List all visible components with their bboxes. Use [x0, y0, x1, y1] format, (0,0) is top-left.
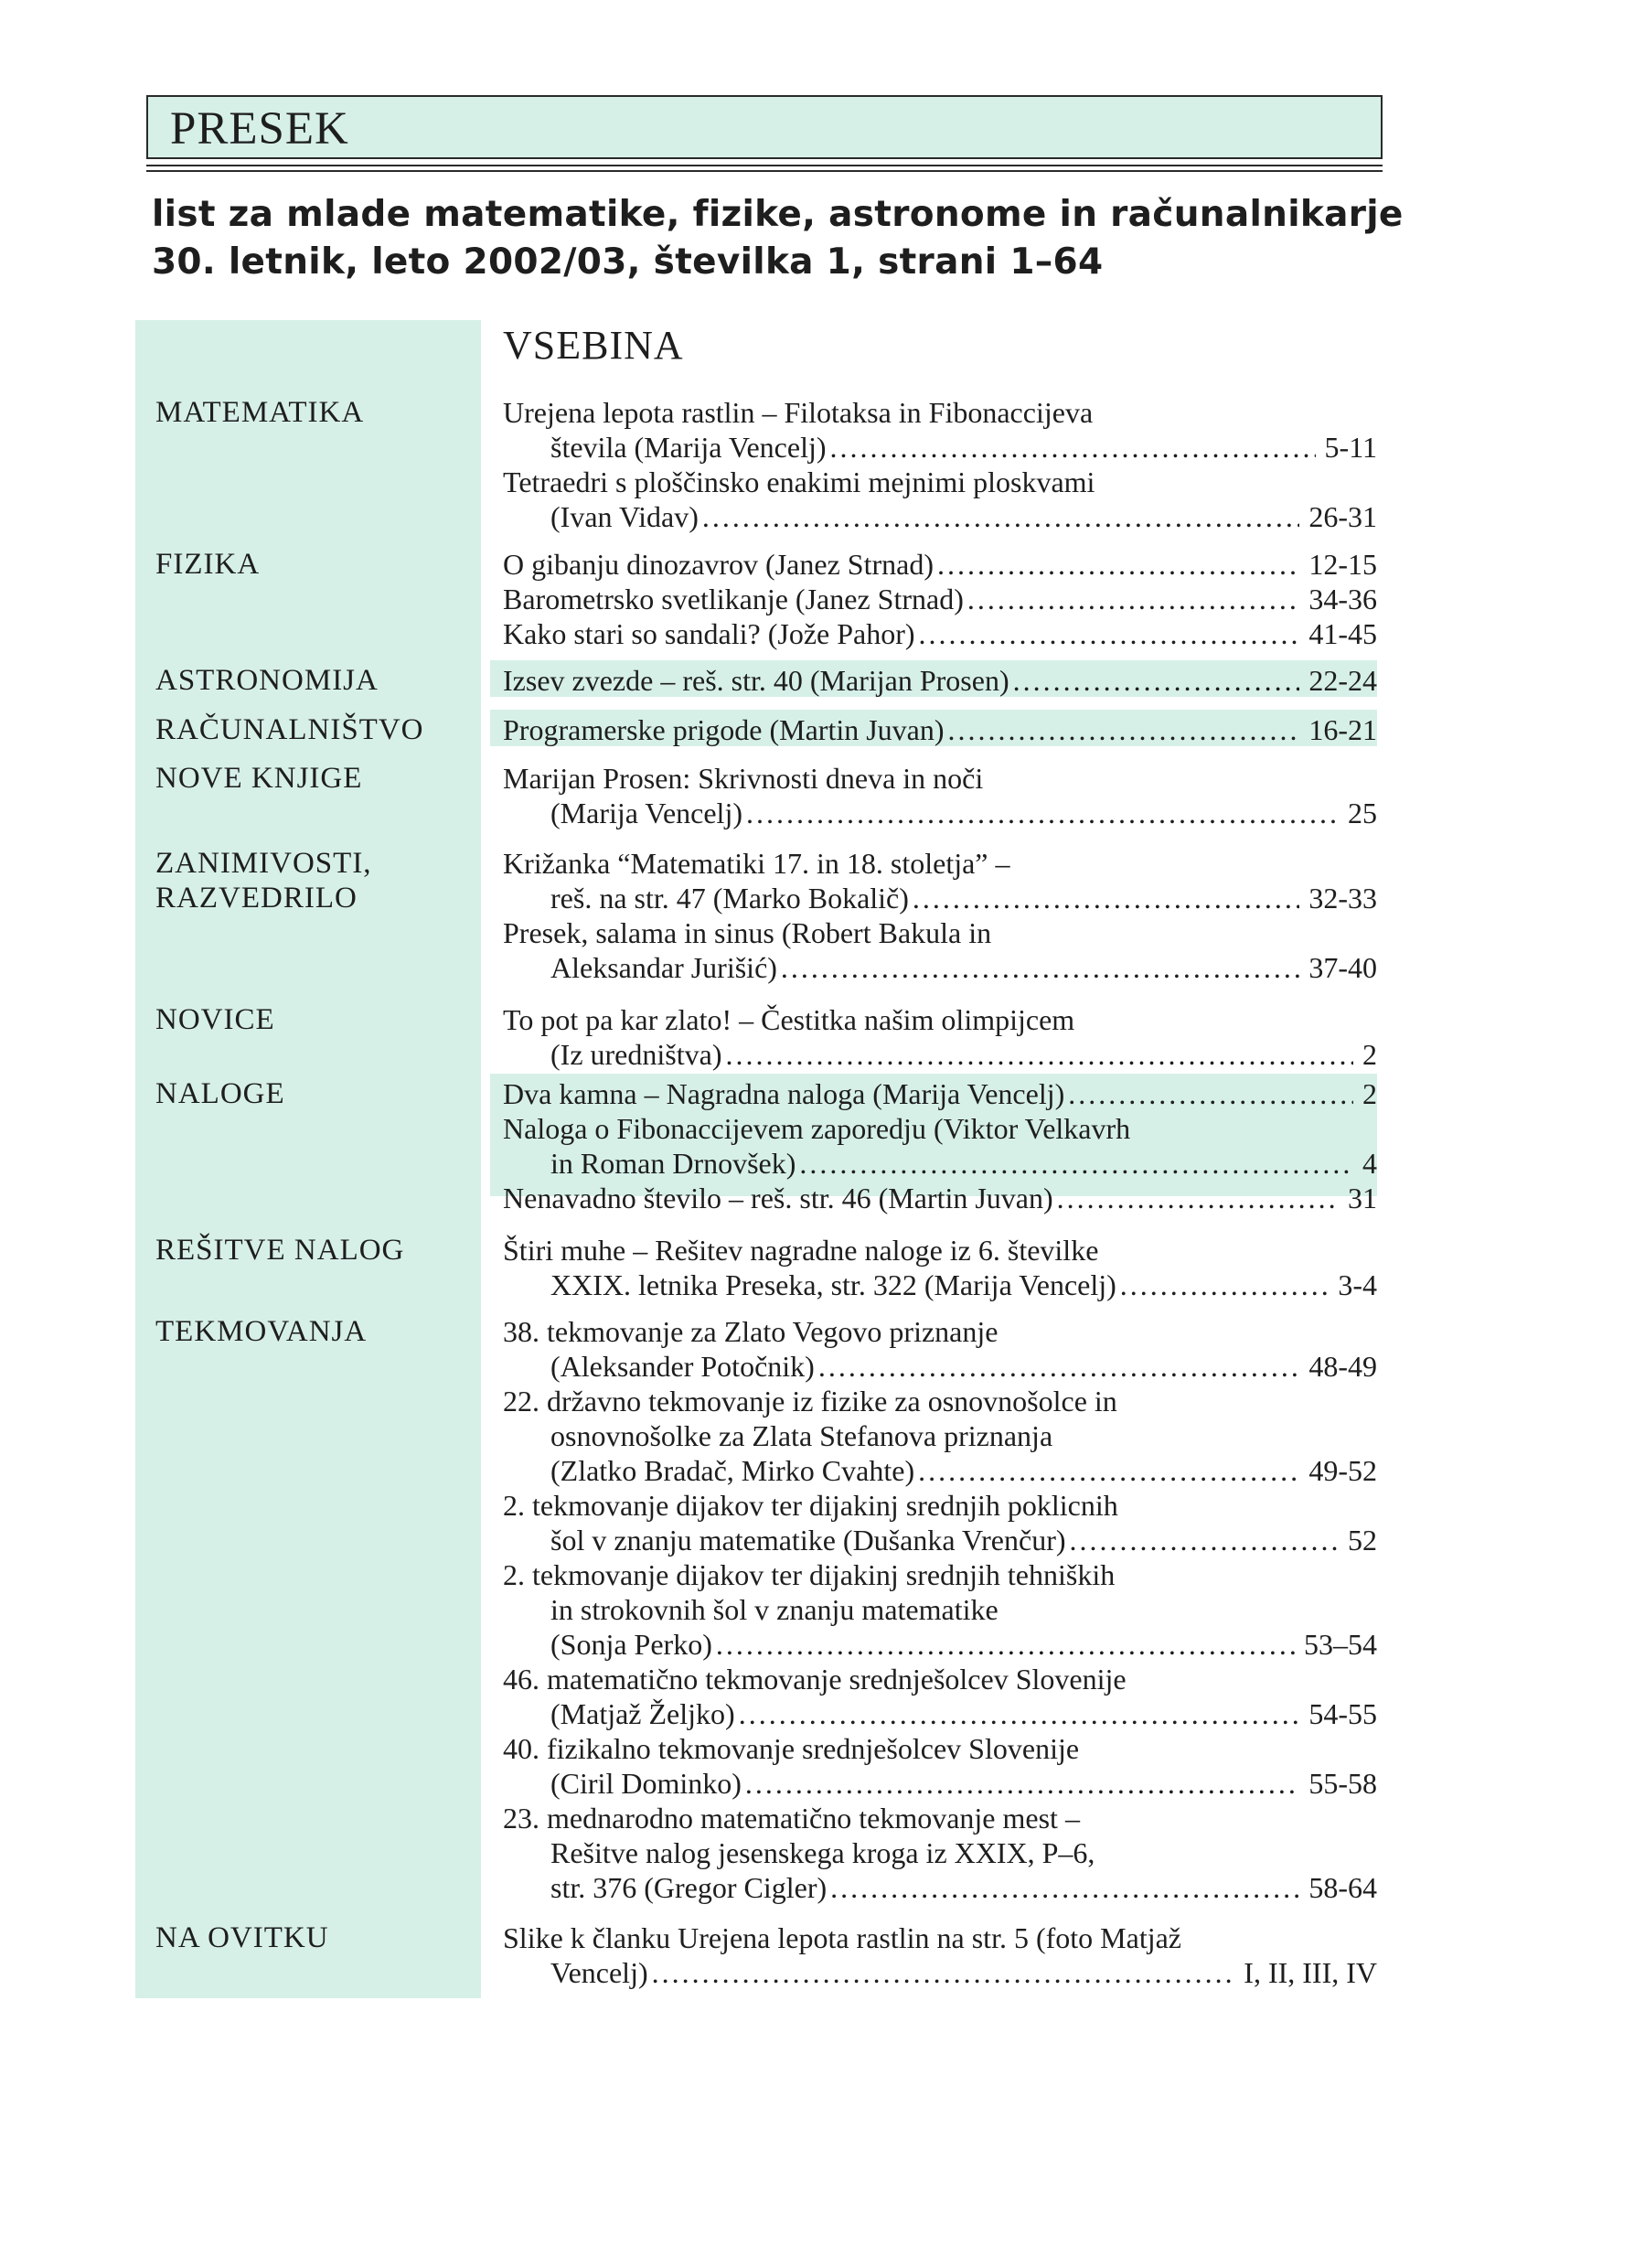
toc-entry-text: in strokovnih šol v znanju matematike [550, 1593, 999, 1626]
dot-leader [799, 1146, 1353, 1181]
toc-page-number: 49-52 [1308, 1454, 1377, 1487]
section-label: ASTRONOMIJA [155, 664, 379, 697]
section-label: NOVE KNJIGE [155, 762, 363, 795]
toc-entry-text: 22. državno tekmovanje iz fizike za osnovnošolce in [503, 1385, 1117, 1418]
dot-leader [746, 796, 1339, 830]
toc-entry-line [503, 1731, 1079, 1766]
toc-page-number: 48-49 [1308, 1350, 1377, 1383]
toc-entry-line [503, 1111, 1130, 1146]
masthead-title: PRESEK [170, 103, 349, 155]
dot-leader [1070, 1523, 1339, 1557]
toc-entry-line [550, 1349, 1377, 1384]
toc-entry-text: (Ivan Vidav) [550, 500, 699, 533]
toc-entry-line [503, 1076, 1377, 1111]
toc-page-number: 12-15 [1308, 548, 1377, 581]
toc-entry-text: 46. matematično tekmovanje srednješolcev Slovenije [503, 1663, 1127, 1696]
toc-entry-line [503, 1233, 1098, 1268]
toc-entry-line [550, 796, 1377, 830]
dot-leader [967, 582, 1300, 616]
toc-page-number: 25 [1348, 797, 1377, 829]
dot-leader [1057, 1181, 1339, 1215]
dot-leader [652, 1955, 1235, 1990]
toc-entry-text: Barometrsko svetlikanje (Janez Strnad) [503, 583, 964, 615]
toc-entry-text: (Ciril Dominko) [550, 1767, 742, 1800]
toc-entry-text: Rešitve nalog jesenskega kroga iz XXIX, P–6, [550, 1836, 1095, 1869]
toc-entry-line [503, 1801, 1080, 1835]
section-label: NOVICE [155, 1003, 275, 1036]
masthead-rule-2 [146, 170, 1383, 172]
toc-entry-line [503, 1314, 998, 1349]
toc-page-number: 32-33 [1308, 882, 1377, 915]
subtitle-line-1: list za mlade matematike, fizike, astronome in računalnikarje [152, 194, 1404, 235]
toc-entry-line [550, 950, 1377, 985]
toc-page-number: 2 [1362, 1077, 1377, 1110]
dot-leader [913, 881, 1299, 915]
toc-page-number: 22-24 [1308, 664, 1377, 697]
toc-entry-line [550, 430, 1377, 465]
section-label: MATEMATIKA [155, 396, 365, 429]
toc-entry-line [503, 1488, 1118, 1523]
toc-entry-line [550, 1453, 1377, 1488]
toc-page-number: 3-4 [1338, 1268, 1377, 1301]
toc-entry-line [550, 1955, 1377, 1990]
dot-leader [1013, 663, 1300, 698]
toc-page-number: I, II, III, IV [1244, 1956, 1377, 1989]
toc-entry-text: Vencelj) [550, 1956, 648, 1989]
toc-entry-line [503, 582, 1377, 616]
toc-entry-text: 23. mednarodno matematično tekmovanje mest – [503, 1802, 1080, 1835]
toc-entry-text: 2. tekmovanje dijakov ter dijakinj srednjih tehniških [503, 1558, 1116, 1591]
toc-entry-text: O gibanju dinozavrov (Janez Strnad) [503, 548, 934, 581]
toc-entry-line [503, 1384, 1117, 1418]
toc-page-number: 2 [1362, 1038, 1377, 1071]
toc-entry-line [503, 846, 1010, 881]
section-label: NA OVITKU [155, 1921, 329, 1954]
toc-entry-line [503, 663, 1377, 698]
toc-entry-text: Naloga o Fibonaccijevem zaporedju (Viktor Velkavrh [503, 1112, 1131, 1145]
toc-entry-line [550, 1523, 1377, 1557]
toc-page-number: 34-36 [1308, 583, 1377, 615]
dot-leader [781, 950, 1299, 985]
section-label: ZANIMIVOSTI, [155, 847, 372, 880]
dot-leader [716, 1627, 1295, 1662]
toc-entry-line [503, 712, 1377, 747]
subtitle-line-2: 30. letnik, leto 2002/03, številka 1, strani 1–64 [152, 241, 1104, 283]
toc-entry-line [503, 465, 1095, 499]
masthead-box [146, 95, 1383, 159]
toc-entry-line [503, 915, 991, 950]
toc-entry-text: števila (Marija Vencelj) [550, 431, 827, 464]
toc-entry-line [550, 881, 1377, 915]
section-label: RAZVEDRILO [155, 882, 358, 915]
dot-leader [918, 1453, 1299, 1488]
toc-entry-text: Urejena lepota rastlin – Filotaksa in Fibonaccijeva [503, 396, 1094, 429]
toc-entry-line [503, 547, 1377, 582]
dot-leader [937, 547, 1299, 582]
toc-entry-line [503, 395, 1093, 430]
toc-entry-line [550, 1146, 1377, 1181]
toc-page-number: 52 [1348, 1524, 1377, 1557]
dot-leader [739, 1696, 1300, 1731]
toc-entry-text: Slike k članku Urejena lepota rastlin na str. 5 (foto Matjaž [503, 1921, 1181, 1954]
toc-entry-text: Štiri muhe – Rešitev nagradne naloge iz 6. številke [503, 1234, 1099, 1267]
toc-entry-text: (Matjaž Željko) [550, 1697, 735, 1730]
section-label: FIZIKA [155, 548, 261, 581]
toc-entry-text: (Iz uredništva) [550, 1038, 722, 1071]
toc-entry-text: str. 376 (Gregor Cigler) [550, 1871, 828, 1904]
dot-leader [948, 712, 1300, 747]
toc-entry-text: Aleksandar Jurišić) [550, 951, 777, 984]
masthead-rule [146, 165, 1383, 166]
toc-entry-text: osnovnošolke za Zlata Stefanova priznanja [550, 1419, 1053, 1452]
dot-leader [830, 1870, 1299, 1905]
dot-leader [830, 430, 1316, 465]
toc-entry-text: reš. na str. 47 (Marko Bokalič) [550, 882, 909, 915]
toc-entry-text: Marijan Prosen: Skrivnosti dneva in noči [503, 762, 984, 795]
toc-entry-line [550, 499, 1377, 534]
toc-page-number: 54-55 [1308, 1697, 1377, 1730]
toc-page-number: 31 [1348, 1182, 1377, 1214]
dot-leader [702, 499, 1299, 534]
toc-entry-text: To pot pa kar zlato! – Čestitka našim olimpijcem [503, 1003, 1075, 1036]
toc-entry-line [550, 1418, 1052, 1453]
toc-entry-text: in Roman Drnovšek) [550, 1147, 796, 1180]
toc-page-number: 53–54 [1304, 1628, 1377, 1661]
toc-entry-text: (Marija Vencelj) [550, 797, 742, 829]
toc-entry-text: (Zlatko Bradač, Mirko Cvahte) [550, 1454, 915, 1487]
toc-entry-line [550, 1627, 1377, 1662]
toc-page-number: 16-21 [1308, 713, 1377, 746]
dot-leader [919, 616, 1300, 651]
toc-entry-line [503, 761, 983, 796]
toc-entry-text: Programerske prigode (Martin Juvan) [503, 713, 945, 746]
section-label: TEKMOVANJA [155, 1315, 368, 1348]
toc-entry-text: Kako stari so sandali? (Jože Pahor) [503, 617, 915, 650]
toc-title: VSEBINA [503, 323, 684, 368]
toc-entry-text: Križanka “Matematiki 17. in 18. stoletja” – [503, 847, 1010, 880]
toc-entry-line [503, 1181, 1377, 1215]
toc-entry-text: Tetraedri s ploščinsko enakimi mejnimi ploskvami [503, 465, 1095, 498]
toc-entry-line [550, 1037, 1377, 1072]
toc-entry-line [550, 1870, 1377, 1905]
toc-entry-text: Dva kamna – Nagradna naloga (Marija Vencelj) [503, 1077, 1065, 1110]
toc-entry-line [503, 1662, 1127, 1696]
toc-entry-text: (Sonja Perko) [550, 1628, 712, 1661]
dot-leader [1120, 1268, 1330, 1302]
toc-entry-line [550, 1766, 1377, 1801]
toc-entry-line [550, 1592, 999, 1627]
dot-leader [818, 1349, 1300, 1384]
toc-entry-text: Nenavadno število – reš. str. 46 (Martin Juvan) [503, 1182, 1053, 1214]
toc-entry-text: 40. fizikalno tekmovanje srednješolcev Slovenije [503, 1732, 1080, 1765]
dot-leader [1068, 1076, 1353, 1111]
toc-entry-line [503, 1920, 1181, 1955]
dot-leader [745, 1766, 1299, 1801]
toc-entry-text: Izsev zvezde – reš. str. 40 (Marijan Prosen) [503, 664, 1009, 697]
toc-page-number: 37-40 [1308, 951, 1377, 984]
toc-entry-text: šol v znanju matematike (Dušanka Vrenčur) [550, 1524, 1066, 1557]
toc-page-number: 5-11 [1324, 431, 1377, 464]
toc-page-number: 4 [1362, 1147, 1377, 1180]
toc-entry-text: XXIX. letnika Preseka, str. 322 (Marija Vencelj) [550, 1268, 1116, 1301]
section-label: RAČUNALNIŠTVO [155, 713, 424, 746]
toc-entry-line [503, 1002, 1074, 1037]
section-label: REŠITVE NALOG [155, 1234, 405, 1267]
toc-entry-text: 2. tekmovanje dijakov ter dijakinj srednjih poklicnih [503, 1489, 1118, 1522]
section-label: NALOGE [155, 1077, 285, 1110]
toc-entry-text: 38. tekmovanje za Zlato Vegovo priznanje [503, 1315, 999, 1348]
toc-entry-text: (Aleksander Potočnik) [550, 1350, 815, 1383]
toc-entry-line [503, 1557, 1115, 1592]
dot-leader [725, 1037, 1353, 1072]
toc-entry-text: Presek, salama in sinus (Robert Bakula in [503, 916, 992, 949]
toc-entry-line [550, 1268, 1377, 1302]
toc-page-number: 26-31 [1308, 500, 1377, 533]
toc-page-number: 55-58 [1308, 1767, 1377, 1800]
toc-entry-line [550, 1835, 1095, 1870]
toc-page-number: 58-64 [1308, 1871, 1377, 1904]
toc-page-number: 41-45 [1308, 617, 1377, 650]
toc-entry-line [503, 616, 1377, 651]
toc-entry-line [550, 1696, 1377, 1731]
